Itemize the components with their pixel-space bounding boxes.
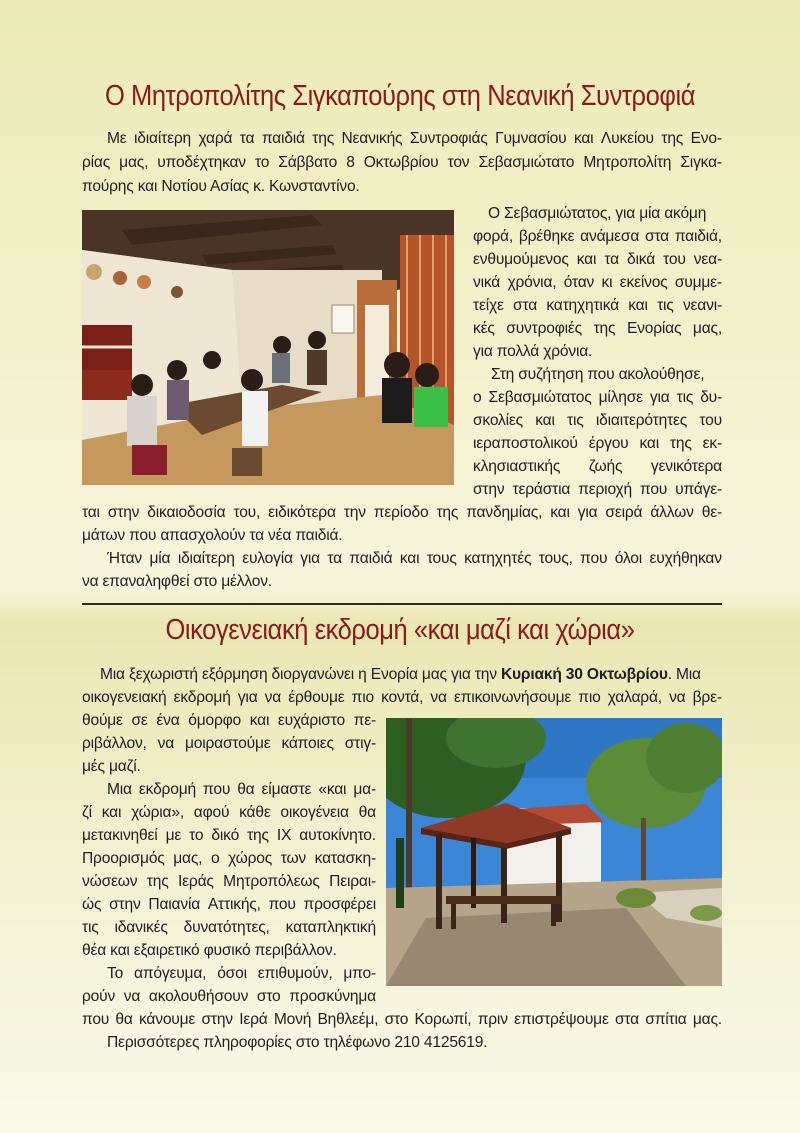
article2-line: Το απόγευμα, όσοι επιθυμούν, μπο- xyxy=(107,965,376,982)
article1-line: ενθυμούμενος και τα δικά του νεα- xyxy=(473,251,722,268)
youth-group-photo xyxy=(82,210,454,485)
article2-line: ρούν να ακολουθήσουν στο προσκύνημα xyxy=(82,988,376,1005)
article2-line: ώς στην Παιανία Αττικής, που προσφέρει xyxy=(82,896,376,913)
article1-line: ται στην δικαιοδοσία του, ειδικότερα την περίοδο της πανδημίας, και για σειρά άλλων θε- xyxy=(82,504,722,521)
article2-line: τις ιδανικές δυνατότητες, καταπληκτική xyxy=(82,919,376,936)
article1-line: ο Σεβασμιώτατος μίλησε για τις δυ- xyxy=(473,389,722,406)
article1-line: κλησιαστικής ζωής γενικότερα xyxy=(473,458,722,475)
article2-line: νώσεων της Ιεράς Μητροπόλεως Πειραι- xyxy=(82,873,376,890)
event-date: Κυριακή 30 Οκτωβρίου xyxy=(500,666,668,683)
article1-line: να επαναληφθεί στο μέλλον. xyxy=(82,573,272,590)
article1-line: πούρης και Νοτίου Ασίας κ. Κωνσταντίνο. xyxy=(82,178,360,195)
article2-line: θέα και εξαιρετικό φυσικό περιβάλλον. xyxy=(82,942,337,959)
article1-line: στην τεράστια περιοχή που υπάγε- xyxy=(473,481,722,498)
article1-line: ρίας μας, υποδέχτηκαν το Σάββατο 8 Οκτωβρίου τον Σεβασμιώτατο Μητροπολίτη Σιγκα- xyxy=(82,154,722,171)
article2-text: Μια ξεχωριστή εξόρμηση διοργανώνει η Ενορία μας για την xyxy=(100,666,501,683)
article1-line: φορά, βρέθηκε ανάμεσα στα παιδιά, xyxy=(473,228,722,245)
article2-line: Περισσότερες πληροφορίες στο τηλέφωνο 210 4125619. xyxy=(107,1034,488,1051)
article1-line: για πολλά χρόνια. xyxy=(473,343,593,360)
article2-line: μετακινηθεί με το δικό της ΙΧ αυτοκίνητο. xyxy=(82,827,376,844)
campsite-photo xyxy=(386,718,722,986)
article1-line: σκολίες και τις ιδιαιτερότητες του xyxy=(473,412,722,429)
article1-line: Ήταν μία ιδιαίτερη ευλογία για τα παιδιά και τους κατηχητές τους, που όλοι ευχήθηκαν xyxy=(107,550,722,567)
article2-line: ριβάλλον, να μοιραστούμε κάποιες στιγ- xyxy=(82,735,376,752)
article1-line: ιεραποστολικού έργου και της εκ- xyxy=(473,435,722,452)
article1-line: Ο Σεβασμιώτατος, για μία ακόμη xyxy=(488,205,707,222)
article2-line-1 xyxy=(100,663,725,686)
article2-line: Προορισμός μας, ο χώρος των κατασκη- xyxy=(82,850,376,867)
article1-line: μάτων που απασχολούν τα νέα παιδιά. xyxy=(82,527,343,544)
article2-line: Μια εκδρομή που θα είμαστε «και μα- xyxy=(107,781,376,798)
article1-line: τείχε στα κατηχητικά και τις νεανι- xyxy=(473,297,722,314)
article2-line: οικογενειακή εκδρομή για να έρθουμε πιο κοντά, να επικοινωνήσουμε πιο χαλαρά, να βρε- xyxy=(82,689,722,706)
article2-line: ζί και χώρια», αφού κάθε οικογένεια θα xyxy=(82,804,376,821)
article2-title: Οικογενειακή εκδρομή «και μαζί και χώρια» xyxy=(165,614,635,646)
article2-line: μές μαζί. xyxy=(82,758,141,775)
article1-line: νικά χρόνια, όταν κι εκείνος συμμε- xyxy=(473,274,722,291)
article1-line: Με ιδιαίτερη χαρά τα παιδιά της Νεανικής Συντροφιάς Γυμνασίου και Λυκείου της Ενο- xyxy=(107,130,722,147)
article2-line: θούμε σε ένα όμορφο και ευχάριστο πε- xyxy=(82,712,376,729)
article2-text: . Μια xyxy=(667,666,701,683)
article1-title: Ο Μητροπολίτης Σιγκαπούρης στη Νεανική Συντροφιά xyxy=(104,80,696,112)
article1-line: Στη συζήτηση που ακολούθησε, xyxy=(491,366,705,383)
article2-line: που θα κάνουμε στην Ιερά Μονή Βηθλεέμ, στο Κορωπί, πριν επιστρέψουμε στα σπίτια μας. xyxy=(82,1011,722,1028)
article1-line: κές συντροφιές της Ενορίας μας, xyxy=(473,320,722,337)
section-divider xyxy=(82,603,722,605)
